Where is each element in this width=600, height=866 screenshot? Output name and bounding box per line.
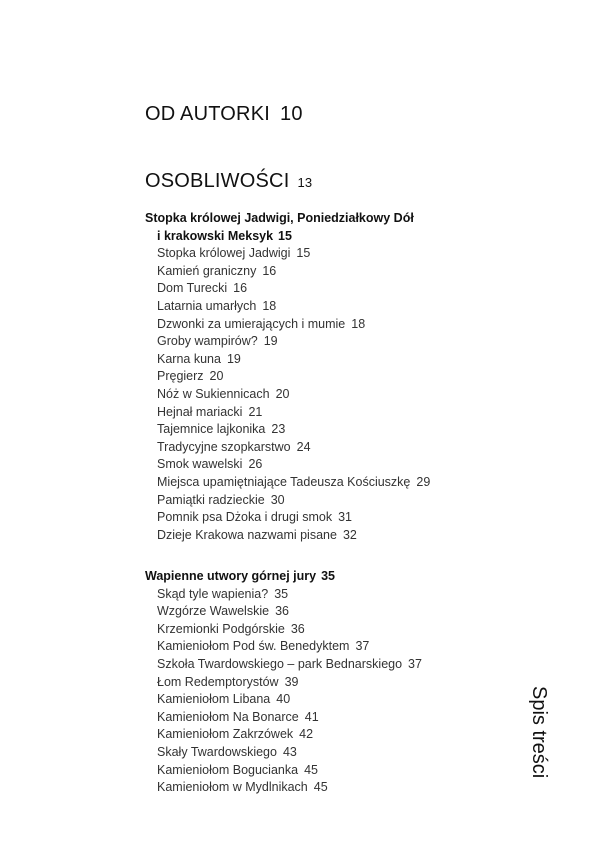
section-title-line1 xyxy=(145,210,565,228)
toc-entry xyxy=(157,421,565,439)
toc-entry xyxy=(157,726,565,744)
toc-entry xyxy=(157,245,565,263)
toc-section-stopka xyxy=(145,210,565,544)
toc-entry-page: 16 xyxy=(262,263,277,278)
toc-entry-page: 43 xyxy=(282,744,297,759)
toc-entry-label: Kamieniołom Bogucianka xyxy=(157,762,299,777)
toc-entry xyxy=(157,439,565,457)
toc-entry xyxy=(157,779,565,797)
toc-entry xyxy=(157,656,565,674)
toc-entry-page: 31 xyxy=(338,510,352,525)
toc-entry-page: 39 xyxy=(284,674,299,689)
toc-entry-label: Hejnał mariacki xyxy=(157,404,243,419)
toc-entry xyxy=(157,744,565,762)
toc-entry-label: Dom Turecki xyxy=(157,281,228,296)
section-title-text: Stopka królowej Jadwigi, Poniedziałkowy Dół xyxy=(145,211,414,225)
heading-title: OSOBLIWOŚCI xyxy=(145,170,290,192)
toc-item-list xyxy=(145,586,565,797)
toc-entry-label: Skały Twardowskiego xyxy=(157,744,277,759)
vertical-title: Spis treści xyxy=(528,686,550,779)
toc-entry xyxy=(157,368,565,386)
toc-entry-label: Kamieniołom Pod św. Benedyktem xyxy=(157,639,350,654)
section-page: 35 xyxy=(321,569,335,583)
section-page: 15 xyxy=(278,228,292,243)
toc-entry xyxy=(157,586,565,604)
toc-entry xyxy=(157,709,565,727)
toc-entry-label: Pamiątki radzieckie xyxy=(157,492,265,507)
toc-entry-label: Łom Redemptorystów xyxy=(157,674,279,689)
heading-page: 10 xyxy=(280,103,303,125)
toc-heading-od-autorki xyxy=(145,103,303,126)
toc-entry-label: Miejsca upamiętniające Tadeusza Kościuszkę xyxy=(157,474,411,489)
toc-entry xyxy=(157,691,565,709)
toc-entry-page: 36 xyxy=(290,621,305,636)
toc-entry-label: Kamieniołom Zakrzówek xyxy=(157,727,294,742)
toc-entry-label: Wzgórze Wawelskie xyxy=(157,604,270,619)
toc-entry-page: 35 xyxy=(274,586,289,601)
toc-entry-page: 19 xyxy=(263,334,278,349)
heading-title: OD AUTORKI xyxy=(145,103,270,125)
toc-entry-label: Kamieniołom Na Bonarce xyxy=(157,709,299,724)
toc-entry-label: Skąd tyle wapienia? xyxy=(157,586,269,601)
toc-entry xyxy=(157,263,565,281)
toc-entry-page: 37 xyxy=(408,656,422,671)
toc-entry xyxy=(157,351,565,369)
toc-entry-label: Smok wawelski xyxy=(157,457,243,472)
toc-entry-page: 30 xyxy=(270,492,285,507)
toc-entry-page: 36 xyxy=(275,604,289,619)
toc-entry-label: Kamień graniczny xyxy=(157,263,257,278)
toc-entry xyxy=(157,474,565,492)
toc-entry-page: 19 xyxy=(226,351,241,366)
toc-entry xyxy=(157,456,565,474)
toc-entry-page: 15 xyxy=(296,246,311,261)
toc-entry-label: Dzieje Krakowa nazwami pisane xyxy=(157,527,337,542)
toc-entry-label: Dzwonki za umierających i mumie xyxy=(157,316,346,331)
toc-entry xyxy=(157,603,565,621)
toc-entry-page: 45 xyxy=(304,762,318,777)
toc-entry-page: 41 xyxy=(304,709,319,724)
toc-entry xyxy=(157,762,565,780)
toc-entry-page: 45 xyxy=(313,780,328,795)
heading-page: 13 xyxy=(297,175,313,190)
section-title-text: Wapienne utwory górnej jury xyxy=(145,569,317,583)
toc-entry-page: 24 xyxy=(296,439,311,454)
section-title-line1 xyxy=(145,568,565,586)
toc-entry-page: 29 xyxy=(416,474,431,489)
toc-entry xyxy=(157,638,565,656)
toc-entry xyxy=(157,316,565,334)
toc-entry xyxy=(157,280,565,298)
toc-entry-page: 18 xyxy=(351,316,366,331)
toc-entry-page: 20 xyxy=(209,369,224,384)
toc-entry-page: 20 xyxy=(275,386,290,401)
toc-entry-label: Groby wampirów? xyxy=(157,334,258,349)
toc-entry-label: Tajemnice lajkonika xyxy=(157,422,266,437)
toc-entry xyxy=(157,404,565,422)
toc-entry xyxy=(157,333,565,351)
toc-entry xyxy=(157,386,565,404)
toc-entry-label: Kamieniołom w Mydlnikach xyxy=(157,780,308,795)
toc-entry-page: 18 xyxy=(262,298,277,313)
toc-entry-page: 42 xyxy=(299,727,314,742)
section-title-text: i krakowski Meksyk xyxy=(157,228,274,243)
toc-entry-label: Karna kuna xyxy=(157,351,221,366)
toc-entry-label: Pręgierz xyxy=(157,369,204,384)
toc-entry-page: 21 xyxy=(248,404,263,419)
toc-entry-page: 16 xyxy=(233,281,248,296)
toc-entry-label: Nóż w Sukiennicach xyxy=(157,386,270,401)
toc-entry-page: 40 xyxy=(276,692,291,707)
toc-entry xyxy=(157,674,565,692)
toc-entry-label: Kamieniołom Libana xyxy=(157,692,271,707)
toc-entry-page: 32 xyxy=(342,527,357,542)
toc-entry-label: Latarnia umarłych xyxy=(157,298,257,313)
toc-entry-label: Tradycyjne szopkarstwo xyxy=(157,439,291,454)
toc-heading-osobliwosci xyxy=(145,170,312,193)
toc-entry-label: Szkoła Twardowskiego – park Bednarskiego xyxy=(157,656,403,671)
toc-item-list xyxy=(145,245,565,544)
toc-entry xyxy=(157,492,565,510)
toc-entry-label: Krzemionki Podgórskie xyxy=(157,621,285,636)
toc-entry xyxy=(157,298,565,316)
section-title-line2 xyxy=(145,228,565,246)
toc-section-wapienne xyxy=(145,568,565,797)
toc-entry-page: 23 xyxy=(271,422,286,437)
toc-entry-label: Stopka królowej Jadwigi xyxy=(157,246,291,261)
toc-entry xyxy=(157,509,565,527)
toc-entry xyxy=(157,621,565,639)
toc-entry-label: Pomnik psa Dżoka i drugi smok xyxy=(157,510,333,525)
toc-entry-page: 26 xyxy=(248,457,263,472)
toc-entry-page: 37 xyxy=(355,639,370,654)
toc-entry xyxy=(157,527,565,545)
